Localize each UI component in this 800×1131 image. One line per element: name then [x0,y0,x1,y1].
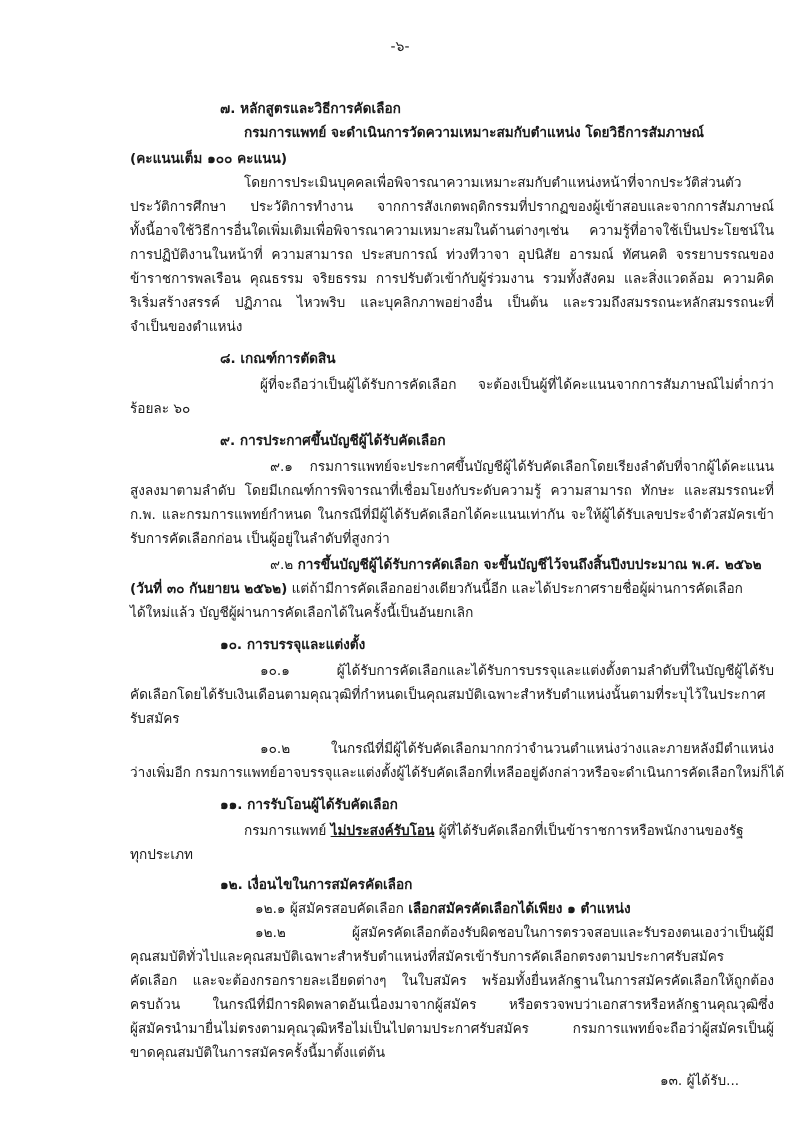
section-12-2-line-3: คัดเลือก และจะต้องกรอกรายละเอียดต่างๆ ในใบสมัคร พร้อมทั้งยื่นหลักฐานในการสมัครคัดเลือกให้ถูกต้อง [130,973,774,989]
section-8-line-1: ผู้ที่จะถือว่าเป็นผู้ได้รับการคัดเลือก จะต้องเป็นผู้ที่ได้คะแนนจากการสัมภาษณ์ไม่ต่ำกว่า [260,377,774,393]
section-7-score: (คะแนนเต็ม ๑๐๐ คะแนน) [130,151,288,167]
section-12-1-line [255,900,631,918]
section-10-1-line-3: รับสมัคร [130,711,180,727]
section-12-1-bold: เลือกสมัครคัดเลือกได้เพียง ๑ ตำแหน่ง [408,901,631,917]
section-12-2-line-4: ครบถ้วน ในกรณีที่มีการผิดพลาดอันเนื่องมาจากผู้สมัคร หรือตรวจพบว่าเอกสารหรือหลักฐานคุณวุฒิซึ่ง [130,997,774,1013]
section-12-heading: ๑๒. เงื่อนไขในการสมัครคัดเลือก [220,877,413,893]
section-7-subheading: กรมการแพทย์ จะดำเนินการวัดความเหมาะสมกับตำแหน่ง โดยวิธีการสัมภาษณ์ [244,125,705,141]
section-7-heading: ๗. หลักสูตรและวิธีการคัดเลือก [220,101,401,117]
section-9-2-bold-text: การขึ้นบัญชีผู้ได้รับการคัดเลือก จะขึ้นบัญชีไว้จนถึงสิ้นปีงบประมาณ พ.ศ. ๒๕๖๒ [297,557,762,573]
section-9-1-line-2: สูงลงมาตามลำดับ โดยมีเกณฑ์การพิจารณาที่เชื่อมโยงกับระดับความรู้ ความสามารถ ทักษะ และสมรรถนะที่ [130,483,774,499]
section-9-1-line-4: รับการคัดเลือกก่อน เป็นผู้อยู่ในลำดับที่สูงกว่า [130,531,390,547]
section-10-2-line-1: ๑๐.๒ ในกรณีที่มีผู้ได้รับคัดเลือกมากกว่าจำนวนตำแหน่งว่างและภายหลังมีตำแหน่ง [260,741,774,757]
section-9-heading: ๙. การประกาศขึ้นบัญชีผู้ได้รับคัดเลือก [220,433,446,449]
section-9-1-line-1: ๙.๑ กรมการแพทย์จะประกาศขึ้นบัญชีผู้ได้รับคัดเลือกโดยเรียงลำดับที่จากผู้ได้คะแนน [270,459,774,475]
section-12-2-line-1: ๑๒.๒ ผู้สมัครคัดเลือกต้องรับผิดชอบในการตรวจสอบและรับรองตนเองว่าเป็นผู้มี [255,925,774,941]
section-11-line-1 [244,822,744,840]
continuation-marker: ๑๓. ผู้ได้รับ... [660,1073,740,1089]
section-10-1-line-1: ๑๐.๑ ผู้ได้รับการคัดเลือกและได้รับการบรรจุและแต่งตั้งตามลำดับที่ในบัญชีผู้ได้รับ [260,663,774,679]
section-10-1-line-2: คัดเลือกโดยได้รับเงินเดือนตามคุณวุฒิที่กำหนดเป็นคุณสมบัติเฉพาะสำหรับตำแหน่งนั้นตามที่ระบุไว้ในประกาศ [130,687,766,703]
section-12-1-lead: ๑๒.๑ ผู้สมัครสอบคัดเลือก [255,901,409,917]
section-8-heading: ๘. เกณฑ์การตัดสิน [220,351,336,367]
section-11-no-transfer: ไม่ประสงค์รับโอน [330,823,435,839]
section-12-2-line-6: ขาดคุณสมบัติในการสมัครครั้งนี้มาตั้งแต่ต้น [130,1045,386,1061]
section-12-2-line-2: คุณสมบัติทั่วไปและคุณสมบัติเฉพาะสำหรับตำแหน่งที่สมัครเข้ารับการคัดเลือกตรงตามประกาศรับสมัคร [130,949,725,965]
section-9-2-line-1 [270,556,762,574]
section-9-2-number: ๙.๒ [270,557,298,573]
section-11-heading: ๑๑. การรับโอนผู้ได้รับคัดเลือก [220,797,398,813]
section-12-2-line-5: ผู้สมัครนำมายื่นไม่ตรงตามคุณวุฒิหรือไม่เป็นไปตามประกาศรับสมัคร กรมการแพทย์จะถือว่าผู้สมัครเป็นผู้ [130,1021,774,1037]
section-7-line-3: ทั้งนี้อาจใช้วิธีการอื่นใดเพิ่มเติมเพื่อพิจารณาความเหมาะสมในด้านต่างๆเช่น ความรู้ที่อาจใช้เป็นประโยชน์ใน [130,223,774,239]
section-7-line-6: ริเริ่มสร้างสรรค์ ปฏิภาณ ไหวพริบ และบุคลิกภาพอย่างอื่น เป็นต้น และรวมถึงสมรรถนะหลักสมรรถนะที่ [130,295,774,311]
section-10-2-line-2: ว่างเพิ่มอีก กรมการแพทย์อาจบรรจุและแต่งตั้งผู้ได้รับคัดเลือกที่เหลืออยู่ดังกล่าวหรือจะดำเนินการคัดเลือกใหม่ก็ได้ [130,765,785,781]
section-9-2-line-3: ได้ใหม่แล้ว บัญชีผู้ผ่านการคัดเลือกได้ในครั้งนี้เป็นอันยกเลิก [130,605,474,621]
section-9-2-rest: แต่ถ้ามีการคัดเลือกอย่างเดียวกันนี้อีก และได้ประกาศรายชื่อผู้ผ่านการคัดเลือก [287,581,743,597]
section-7-line-2: ประวัติการศึกษา ประวัติการทำงาน จากการสังเกตพฤติกรรมที่ปรากฏของผู้เข้าสอบและจากการสัมภาษณ์ [130,199,774,215]
section-7-line-4: การปฏิบัติงานในหน้าที่ ความสามารถ ประสบการณ์ ท่วงทีวาจา อุปนิสัย อารมณ์ ทัศนคติ จรรยาบรรณของ [130,247,774,263]
section-9-1-line-3: ก.พ. และกรมการแพทย์กำหนด ในกรณีที่มีผู้ได้รับคัดเลือกได้คะแนนเท่ากัน จะให้ผู้ได้รับเลขประจำตัวสมัครเข้า [130,507,774,523]
section-7-line-7: จำเป็นของตำแหน่ง [130,319,243,335]
section-9-2-date: (วันที่ ๓๐ กันยายน ๒๕๖๒) [130,581,288,597]
section-10-heading: ๑๐. การบรรจุและแต่งตั้ง [220,637,366,653]
section-7-line-1: โดยการประเมินบุคคลเพื่อพิจารณาความเหมาะสมกับตำแหน่งหน้าที่จากประวัติส่วนตัว [244,175,742,191]
page-number: -๖- [390,39,410,55]
section-9-2-line-2 [130,580,743,598]
section-7-line-5: ข้าราชการพลเรือน คุณธรรม จริยธรรม การปรับตัวเข้ากับผู้ร่วมงาน รวมทั้งสังคม และสิ่งแวดล้อม ความคิด [130,271,774,287]
section-11-lead: กรมการแพทย์ [244,823,331,839]
section-11-line-2: ทุกประเภท [130,847,193,863]
section-8-line-2: ร้อยละ ๖๐ [130,401,191,417]
section-11-rest: ผู้ที่ได้รับคัดเลือกที่เป็นข้าราชการหรือพนักงานของรัฐ [434,823,744,839]
